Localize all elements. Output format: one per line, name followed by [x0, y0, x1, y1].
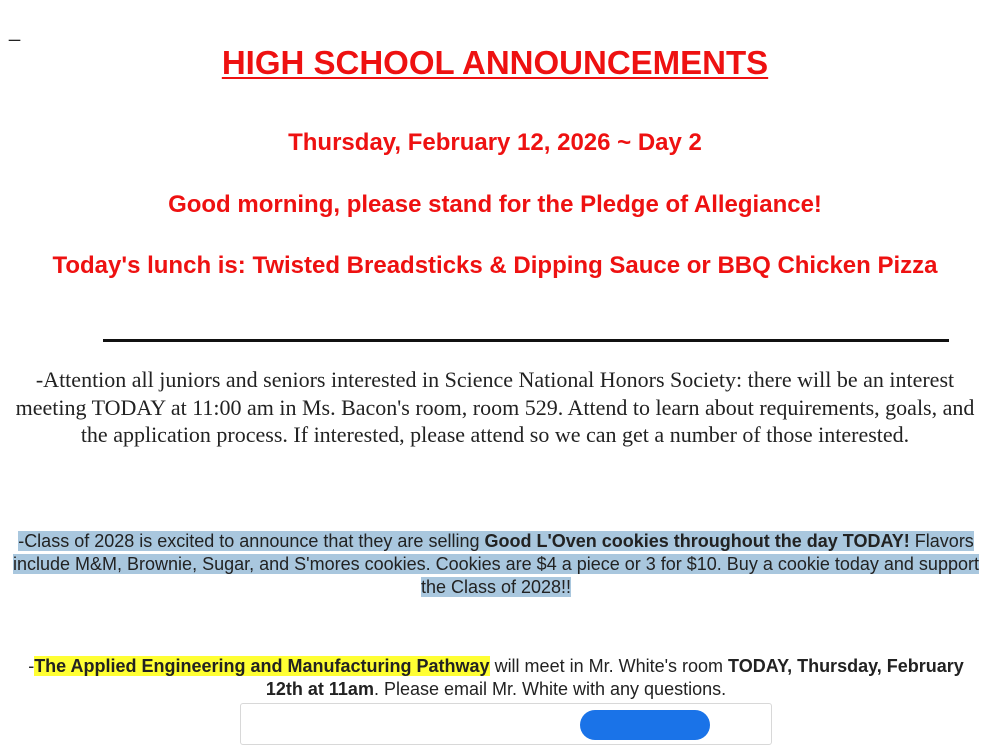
engineering-dash: -: [28, 656, 35, 676]
section-divider: [103, 339, 949, 342]
bottom-action-button[interactable]: [580, 710, 710, 740]
engineering-mid: will meet in Mr. White's room: [489, 656, 729, 676]
date-line: Thursday, February 12, 2026 ~ Day 2: [288, 129, 702, 156]
class-2028-highlight: [13, 531, 979, 597]
class-2028-rest: Flavors include M&M, Brownie, Sugar, and S'mores cookies. Cookies are $4 a piece or 3 for $10. Buy a cookie today and support the Class of 2028!!: [13, 531, 979, 597]
science-nhs-announcement: -Attention all juniors and seniors interested in Science National Honors Society: there will be an interest meeting TODAY at 11:00 am in Ms. Bacon's room, room 529. Attend to learn about requirements, goals, and the application process. If interested, please attend so we can get a number of those interested.: [15, 367, 975, 447]
pledge-line: Good morning, please stand for the Pledge of Allegiance!: [168, 191, 822, 218]
corner-mark: _: [9, 20, 21, 42]
class-2028-announcement: [10, 530, 982, 599]
class-2028-dash: -: [18, 531, 25, 551]
engineering-highlight: The Applied Engineering and Manufacturing Pathway: [34, 656, 490, 676]
page-title: HIGH SCHOOL ANNOUNCEMENTS: [221, 44, 769, 81]
class-2028-intro: Class of 2028 is excited to announce that they are selling: [24, 531, 485, 551]
engineering-announcement: [10, 655, 982, 701]
engineering-rest: . Please email Mr. White with any questions.: [373, 679, 727, 699]
engineering-bold: TODAY, Thursday, February 12th at 11am: [265, 656, 964, 699]
class-2028-bold: Good L'Oven cookies throughout the day TODAY!: [484, 531, 910, 551]
lunch-line: Today's lunch is: Twisted Breadsticks & Dipping Sauce or BBQ Chicken Pizza: [52, 252, 938, 279]
